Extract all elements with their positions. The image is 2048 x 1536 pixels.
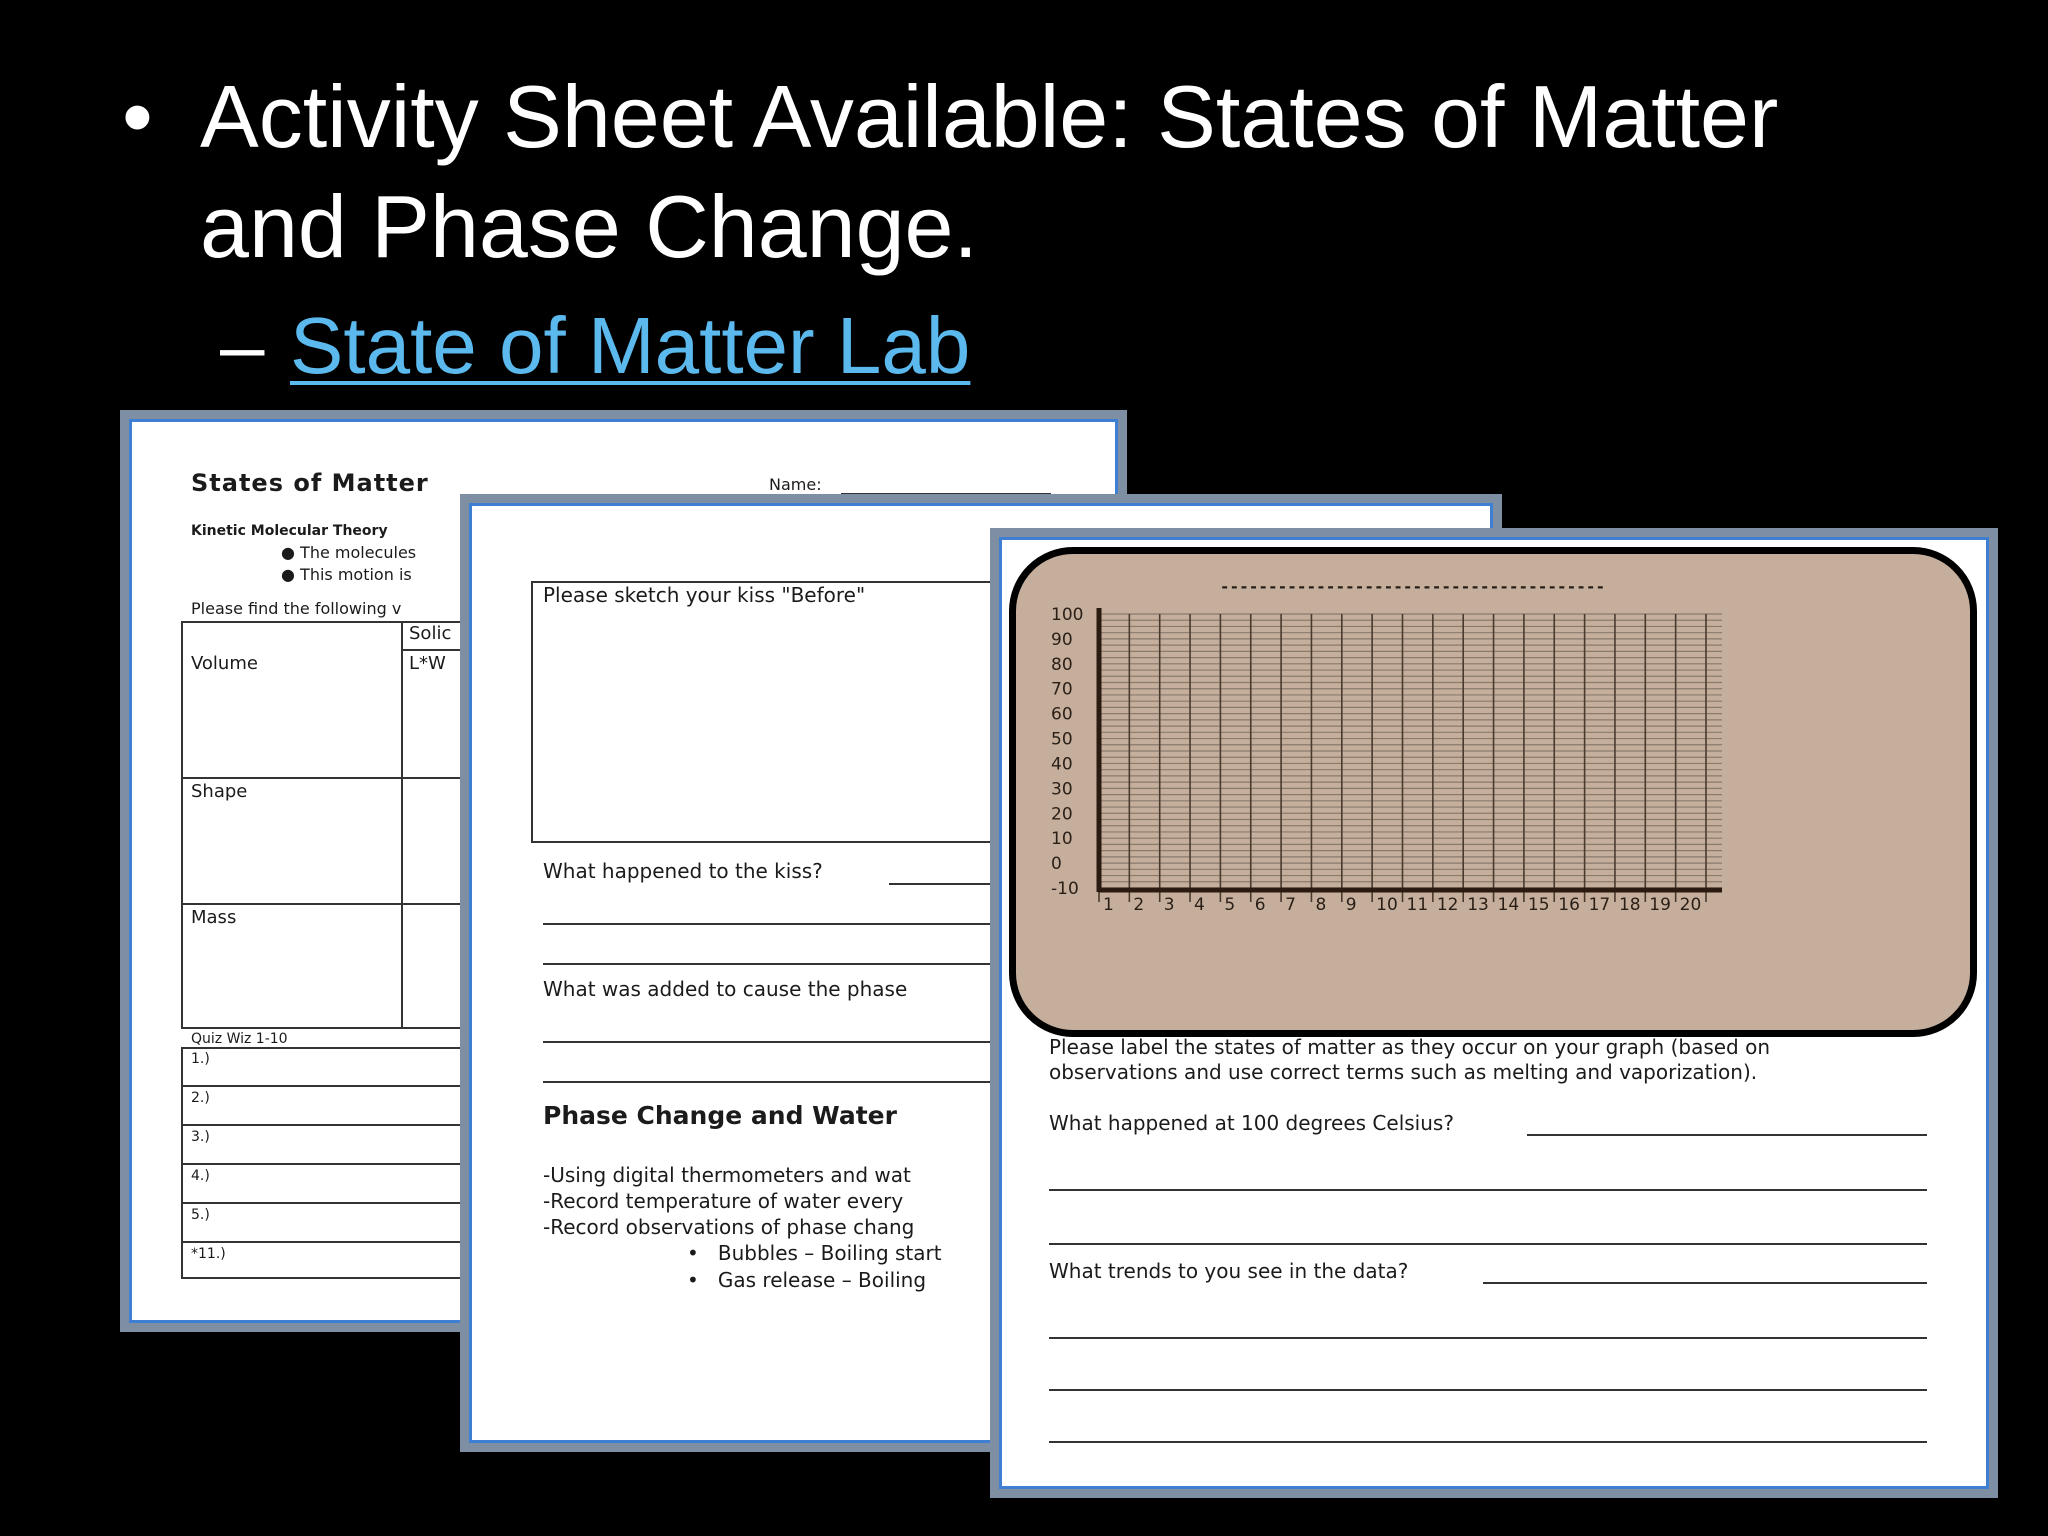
graph-y-tick-label: 10: [1051, 829, 1073, 850]
sheet1-volume-formula: L*W: [409, 653, 446, 674]
sheet1-title: States of Matter: [191, 469, 429, 497]
graph-svg: [1016, 554, 1970, 1030]
sheet1-kmt-bullet-1-text: The molecules: [300, 543, 417, 562]
sheet1-row-shape: Shape: [191, 781, 248, 802]
sheet1-kmt-bullet-2: ● This motion is: [281, 565, 412, 584]
sheet2-instruction: -Record observations of phase chang: [543, 1215, 915, 1239]
sheet3-answer-line: [1049, 1189, 1927, 1191]
sheet1-quiz-item: *11.): [191, 1246, 226, 1262]
sheet2-bullet-1: • Bubbles – Boiling start: [687, 1241, 942, 1265]
temperature-graph: [1009, 547, 1977, 1037]
sheet2-question-2: What was added to cause the phase: [543, 977, 908, 1001]
graph-x-tick-label: 15: [1527, 895, 1550, 915]
sheet3-question-2: What trends to you see in the data?: [1049, 1259, 1409, 1283]
graph-x-tick-label: 20: [1679, 895, 1702, 915]
sheet1-quiz-title: Quiz Wiz 1-10: [191, 1031, 288, 1047]
graph-x-tick-label: 12: [1436, 895, 1459, 915]
sheet1-kmt-bullet-1: ● The molecules: [281, 543, 417, 562]
graph-x-tick-label: 6: [1254, 895, 1266, 915]
graph-x-tick-label: 10: [1376, 895, 1398, 915]
graph-y-tick-label: 0: [1051, 854, 1062, 875]
graph-x-tick-label: 4: [1194, 895, 1205, 915]
sheet3-answer-line: [1049, 1389, 1927, 1391]
sheet3-label-instruction-1: Please label the states of matter as they occur on your graph (based on: [1049, 1035, 1771, 1059]
graph-y-tick-label: 80: [1051, 654, 1073, 675]
graph-x-tick-label: 11: [1406, 895, 1429, 915]
sheet2-bullet-2: • Gas release – Boiling: [687, 1268, 927, 1292]
sheet1-name-label: Name:: [769, 475, 822, 494]
sheet2-section-title: Phase Change and Water: [543, 1101, 897, 1130]
graph-y-tick-label: 50: [1051, 729, 1073, 750]
graph-x-tick-label: 14: [1497, 895, 1520, 915]
sheet1-row-volume: Volume: [191, 653, 258, 674]
graph-x-tick-label: 9: [1345, 895, 1357, 915]
sheet3-label-instruction-2: observations and use correct terms such as melting and vaporization).: [1049, 1060, 1758, 1084]
graph-x-tick-label: 2: [1133, 895, 1145, 915]
graph-y-tick-label: 60: [1051, 704, 1073, 725]
sheet2-sketch-label: Please sketch your kiss "Before": [543, 583, 866, 607]
sheet2-sketch-box: [531, 581, 1051, 843]
graph-x-tick-label: 8: [1315, 895, 1327, 915]
sheet3-answer-line: [1049, 1441, 1927, 1443]
graph-y-tick-label: 20: [1051, 804, 1073, 825]
graph-y-tick-label: 100: [1051, 605, 1084, 625]
sheet1-table-divider: [401, 621, 403, 1029]
sheet1-quiz-item: 4.): [191, 1168, 210, 1184]
sheet1-kmt-heading: Kinetic Molecular Theory: [191, 523, 388, 539]
graph-y-tick-label: 70: [1051, 679, 1073, 700]
worksheet-temperature-graph: [990, 528, 1998, 1498]
graph-x-tick-label: 13: [1467, 895, 1489, 915]
sheet3-question-1: What happened at 100 degrees Celsius?: [1049, 1111, 1454, 1135]
sheet3-answer-line: [1483, 1282, 1927, 1284]
sheet1-row-mass: Mass: [191, 907, 237, 928]
sheet1-col-header: Solic: [409, 623, 452, 644]
graph-y-tick-label: 30: [1051, 779, 1073, 800]
graph-x-tick-label: 18: [1618, 895, 1641, 915]
graph-x-tick-label: 1: [1103, 895, 1114, 915]
graph-x-tick-label: 5: [1224, 895, 1236, 915]
graph-y-tick-label: 40: [1051, 754, 1073, 775]
sheet2-instruction: -Using digital thermometers and wat: [543, 1163, 911, 1187]
graph-x-tick-label: 17: [1588, 895, 1611, 915]
sheet1-quiz-item: 1.): [191, 1051, 210, 1067]
sheet1-find-text: Please find the following v: [191, 599, 402, 618]
title-bullet: •: [122, 67, 153, 166]
sheet1-kmt-bullet-2-text: This motion is: [300, 565, 412, 584]
sheet2-bullet-2-text: Gas release – Boiling: [717, 1268, 927, 1292]
sheet2-bullet-1-text: Bubbles – Boiling start: [717, 1241, 942, 1265]
sheet1-quiz-item: 5.): [191, 1207, 210, 1223]
graph-x-tick-label: 3: [1163, 895, 1175, 915]
graph-y-tick-label: 90: [1051, 629, 1073, 650]
sheet2-question-1: What happened to the kiss?: [543, 859, 823, 883]
graph-y-tick-label: -10: [1051, 879, 1079, 899]
sheet1-quiz-item: 3.): [191, 1129, 210, 1145]
sheet3-answer-line: [1527, 1134, 1927, 1136]
state-of-matter-lab-link[interactable]: State of Matter Lab: [290, 301, 971, 390]
sheet1-quiz-item: 2.): [191, 1090, 210, 1106]
graph-x-tick-label: 19: [1649, 895, 1671, 915]
sub-bullet-dash: –: [220, 301, 265, 390]
graph-title-placeholder: ----------------------------------------: [1219, 577, 1606, 596]
graph-x-tick-label: 16: [1558, 895, 1580, 915]
graph-x-tick-label: 7: [1285, 895, 1296, 915]
slide-title-line-2: and Phase Change.: [200, 177, 978, 276]
sheet3-answer-line: [1049, 1243, 1927, 1245]
sheet2-instruction: -Record temperature of water every: [543, 1189, 904, 1213]
sheet3-answer-line: [1049, 1337, 1927, 1339]
slide-title-line-1: Activity Sheet Available: States of Matter: [200, 67, 1779, 166]
